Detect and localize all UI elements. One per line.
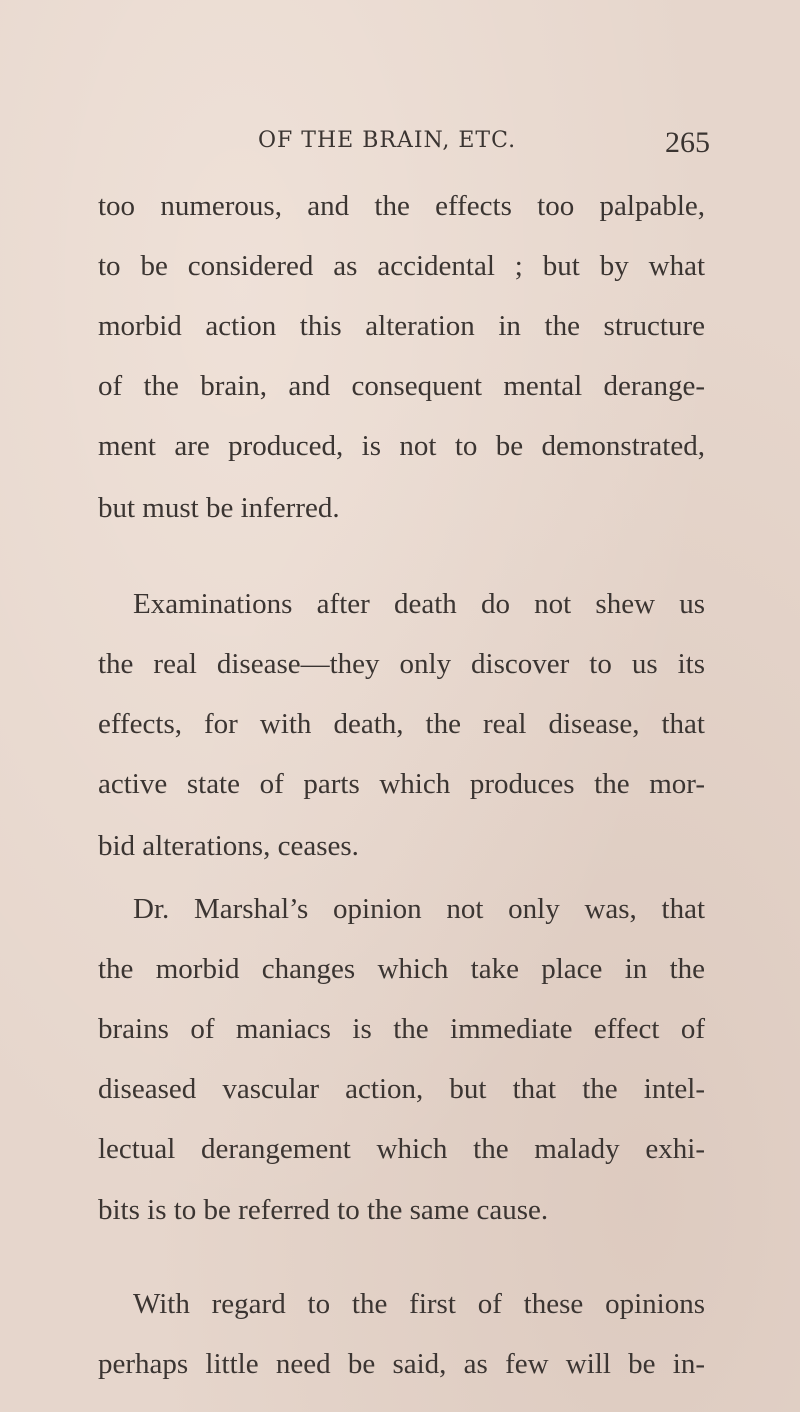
text-line: to be considered as accidental ; but by what: [98, 250, 705, 282]
text-line: Examinations after death do not shew us: [133, 588, 705, 620]
text-line: Dr. Marshal’s opinion not only was, that: [133, 893, 705, 925]
text-line: active state of parts which produces the mor-: [98, 768, 705, 800]
text-line: lectual derangement which the malady exhi-: [98, 1133, 705, 1165]
text-line: the morbid changes which take place in the: [98, 953, 705, 985]
text-line: bid alterations, ceases.: [98, 830, 359, 862]
text-line: effects, for with death, the real disease, that: [98, 708, 705, 740]
text-line: too numerous, and the effects too palpable,: [98, 190, 705, 222]
text-line: of the brain, and consequent mental derange-: [98, 370, 705, 402]
text-line: but must be inferred.: [98, 492, 340, 524]
text-line: perhaps little need be said, as few will be in-: [98, 1348, 705, 1380]
text-line: With regard to the first of these opinions: [133, 1288, 705, 1320]
text-line: ment are produced, is not to be demonstrated,: [98, 430, 705, 462]
page-number: 265: [665, 126, 710, 159]
text-line: bits is to be referred to the same cause.: [98, 1194, 549, 1226]
running-title: OF THE BRAIN, ETC.: [258, 128, 517, 153]
text-line: the real disease—they only discover to us its: [98, 648, 705, 680]
text-line: morbid action this alteration in the structure: [98, 310, 705, 342]
text-line: diseased vascular action, but that the intel-: [98, 1073, 705, 1105]
text-line: brains of maniacs is the immediate effect of: [98, 1013, 705, 1045]
running-head: [258, 128, 710, 164]
